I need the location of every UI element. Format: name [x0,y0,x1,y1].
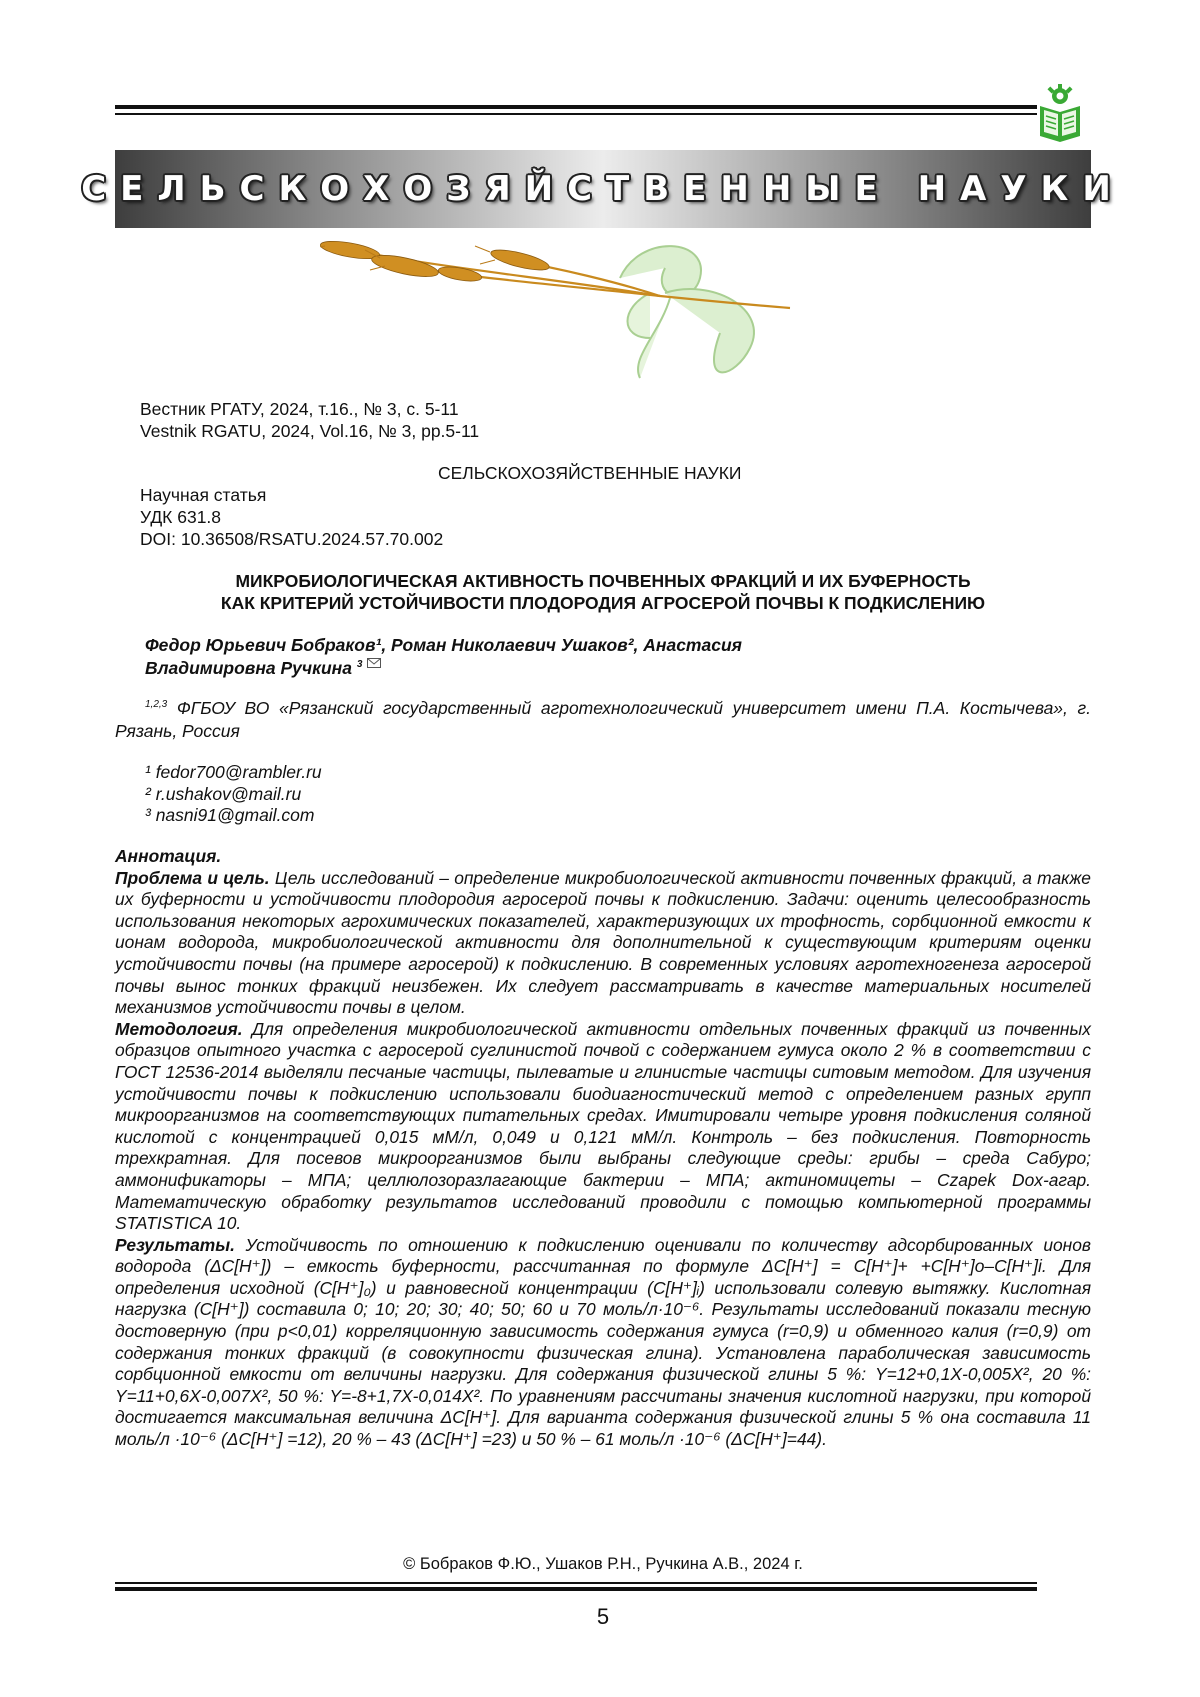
journal-logo-icon [1036,84,1084,142]
authors-sup-3: 3 [356,659,363,671]
footer-rule-thick [115,1587,1037,1591]
header-rule-thick [115,105,1037,109]
citation-ru: Вестник РГАТУ, 2024, т.16., № 3, с. 5-11 [140,399,459,419]
udk: УДК 631.8 [140,507,222,527]
abstract-method-label: Методология. [115,1018,243,1039]
page-number: 5 [596,1604,610,1629]
authors-line-1: Федор Юрьевич Бобраков¹, Роман Николаевич Ушаков², Анастасия [145,635,742,655]
article-title-line-1: МИКРОБИОЛОГИЧЕСКАЯ АКТИВНОСТЬ ПОЧВЕННЫХ ФРАКЦИЙ И ИХ БУФЕРНОСТЬ [235,571,971,591]
citation-en: Vestnik RGATU, 2024, Vol.16, № 3, pp.5-11 [140,421,480,441]
abstract-results [115,1235,1091,1451]
article-type: Научная статья [140,485,267,505]
abstract-results-label: Результаты. [115,1234,235,1255]
abstract-method-text: Для определения микробиологической активности отдельных почвенных фракций из почвенных образцов опытного участка с агросерой суглинистой почвой с содержанием гумуса около 2 % в соответствии с ГОСТ 12536-2014 выделяли песчаные частицы, пылеватые и глинистые частицы ситовым методом. Для изучения устойчивости почвы к подкислению использовали биодиагностический метод с определением разных групп микроорганизмов на соответствующих питательных средах. Имитировали четыре уровня подкисления соляной кислотой с концентрацией 0,015 мМ/л, 0,049 и 0,121 мМ/л. Контроль – без подкисления. Повторность трехкратная. Для посевов микроорганизмов были выбраны следующие среды: грибы – среда Сабуро; аммонификаторы – МПА; целлюлозоразлагающие бактерии – МПА; актиномицеты – Czapek Dox-агар. Математическую обработку результатов исследований проводили с помощью компьютерной программы STATISTICA 10. [115,1018,1091,1234]
abstract-problem-text: Цель исследований – определение микробиологической активности почвенных фракций, а также их буферности и устойчивости плодородия агросерой почвы к подкислению. Задачи: оценить целесообразность использования некоторых агрохимических показателей, характеризующих их трофность, сорбционной емкости к ионам водорода, микробиологической активности для дополнительной к существующим критериям оценки устойчивости почвы (на примере агросерой) к подкислению. В современных условиях агротехногенеза агросерой почвы вынос тонких фракций неизбежен. Их следует рассматривать в качестве материальных носителей механизмов устойчивости почвы в целом. [115,867,1091,1018]
article-title-line-2: КАК КРИТЕРИЙ УСТОЙЧИВОСТИ ПЛОДОРОДИЯ АГРОСЕРОЙ ПОЧВЫ К ПОДКИСЛЕНИЮ [220,593,986,613]
abstract-problem [115,868,1091,1019]
abstract-method [115,1019,1091,1235]
affiliation-text: ФГБОУ ВО «Рязанский государственный агротехнологический университет имени П.А. Костычева», г. Рязань, Россия [115,698,1091,741]
abstract-problem-label: Проблема и цель. [115,867,270,888]
abstract-results-text: Устойчивость по отношению к подкислению оценивали по количеству адсорбированных ионов водорода (ΔC[H⁺]) – емкость буферности, рассчитанная по формуле ΔC[H⁺] = C[H⁺]+ +C[H⁺]o–C[H⁺]i. Для определения исходной (C[H⁺]₀) и равновесной концентрации (C[H⁺]ᵢ) использовали солевую вытяжку. Кислотная нагрузка (C[H⁺]) составила 0; 10; 20; 30; 40; 50; 60 и 70 моль/л·10⁻⁶. Результаты исследований показали тесную достоверную (при p<0,01) корреляционную зависимость содержания гумуса (r=0,9) и обменного калия (r=0,9) от содержания тонких фракций (в совокупности физическая глина). Установлена параболическая зависимость сорбционной емкости от величины нагрузки. Для содержания физической глины 5 %: Y=12+0,1X-0,005X², 20 %: Y=11+0,6X-0,007X², 50 %: Y=-8+1,7X-0,014X². По уравнениям рассчитаны значения кислотной нагрузки, при которой достигается максимальная величина ΔC[H⁺]. Для варианта содержания физической глины 5 % она составила 11 моль/л ·10⁻⁶ (ΔC[H⁺] =12), 20 % – 43 (ΔC[H⁺] =23) и 50 % – 61 моль/л ·10⁻⁶ (ΔC[H⁺]=44). [115,1234,1091,1450]
email-list [145,762,322,827]
email-envelope-icon [367,658,381,668]
abstract-heading: Аннотация. [115,846,222,866]
authors-line-2 [145,657,1085,680]
authors-name-3: Владимировна Ручкина [145,658,352,678]
affiliation-sup: 1,2,3 [145,699,168,711]
abstract [115,846,1091,1451]
footer-rule-thin [115,1582,1037,1584]
doi: DOI: 10.36508/RSATU.2024.57.70.002 [140,529,444,549]
affiliation [115,697,1091,743]
header-rule-thin [115,113,1037,115]
email-3[interactable]: ³ nasni91@gmail.com [145,805,315,825]
section-label: СЕЛЬСКОХОЗЯЙСТВЕННЫЕ НАУКИ [438,463,742,483]
section-banner [81,150,1125,228]
section-banner-title: СЕЛЬСКОХОЗЯЙСТВЕННЫЕ НАУКИ [81,169,1125,209]
wheat-ribbon-illustration [320,238,880,390]
copyright: © Бобраков Ф.Ю., Ушаков Р.Н., Ручкина А.В., 2024 г. [403,1555,803,1573]
email-1[interactable]: ¹ fedor700@rambler.ru [145,762,322,782]
email-2[interactable]: ² r.ushakov@mail.ru [145,783,302,804]
